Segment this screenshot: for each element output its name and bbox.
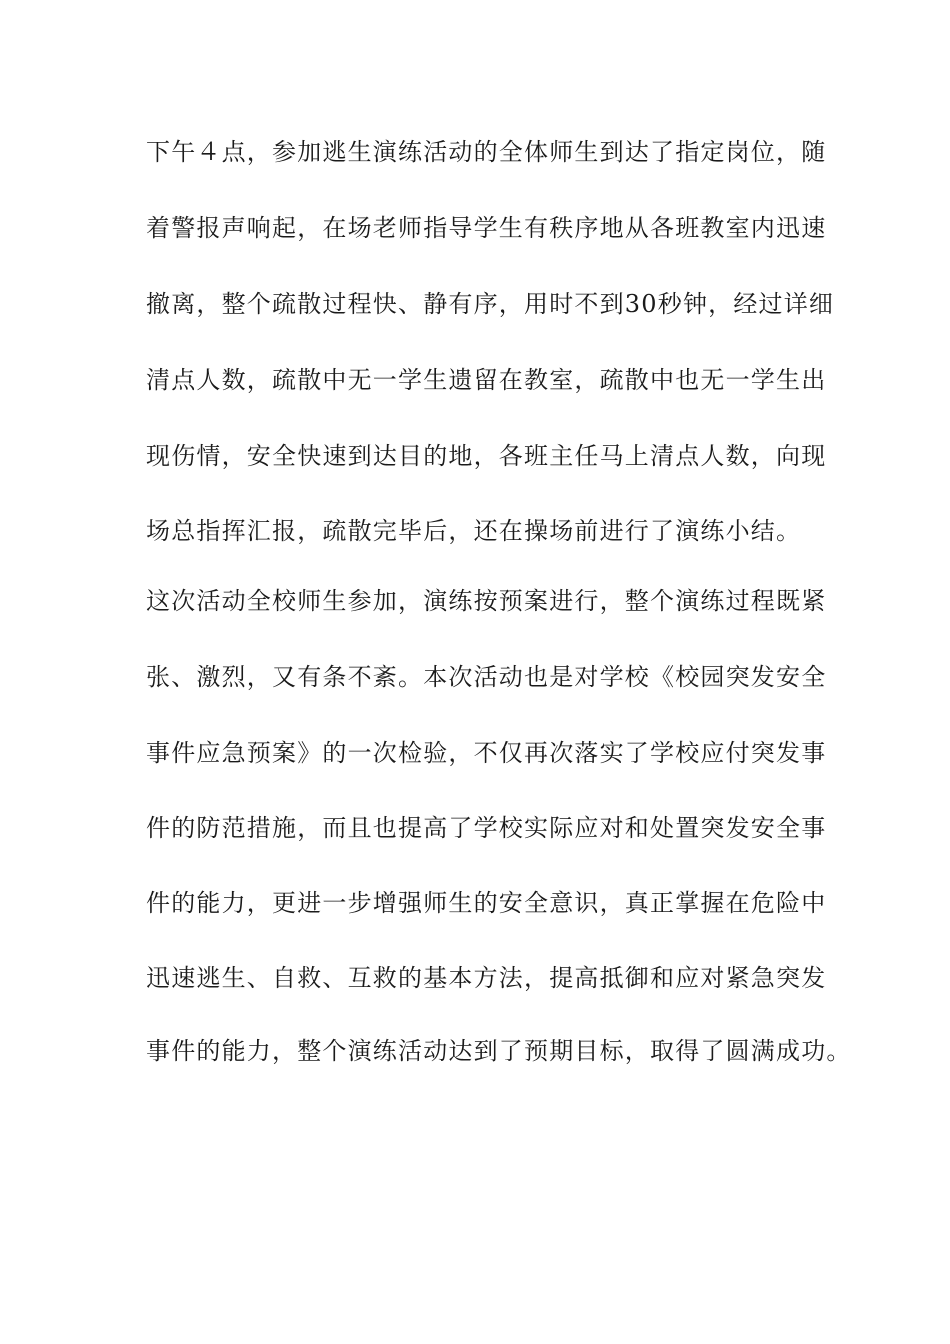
paragraph-1-line-4: 清点人数，疏散中无一学生遗留在教室，疏散中也无一学生出 xyxy=(146,366,827,394)
paragraph-1-line-1: 下午４点，参加逃生演练活动的全体师生到达了指定岗位，随 xyxy=(146,138,827,166)
paragraph-1-line-5: 现伤情，安全快速到达目的地，各班主任马上清点人数，向现 xyxy=(146,442,827,470)
paragraph-2-line-2: 张、激烈，又有条不紊。本次活动也是对学校《校园突发安全 xyxy=(146,663,827,691)
paragraph-2-line-6: 迅速逃生、自救、互救的基本方法，提高抵御和应对紧急突发 xyxy=(146,964,827,992)
paragraph-1-line-2: 着警报声响起，在场老师指导学生有秩序地从各班教室内迅速 xyxy=(146,214,827,242)
paragraph-2-line-4: 件的防范措施，而且也提高了学校实际应对和处置突发安全事 xyxy=(146,814,827,842)
paragraph-2-line-3: 事件应急预案》的一次检验，不仅再次落实了学校应付突发事 xyxy=(146,739,827,767)
paragraph-1-line-6: 场总指挥汇报，疏散完毕后，还在操场前进行了演练小结。 xyxy=(146,517,802,545)
paragraph-2-line-7: 事件的能力，整个演练活动达到了预期目标，取得了圆满成功。 xyxy=(146,1037,852,1065)
paragraph-2-line-1: 这次活动全校师生参加，演练按预案进行，整个演练过程既紧 xyxy=(146,587,827,615)
paragraph-1-line-3: 撤离，整个疏散过程快、静有序，用时不到30秒钟，经过详细 xyxy=(146,290,835,318)
paragraph-2-line-5: 件的能力，更进一步增强师生的安全意识，真正掌握在危险中 xyxy=(146,889,827,917)
